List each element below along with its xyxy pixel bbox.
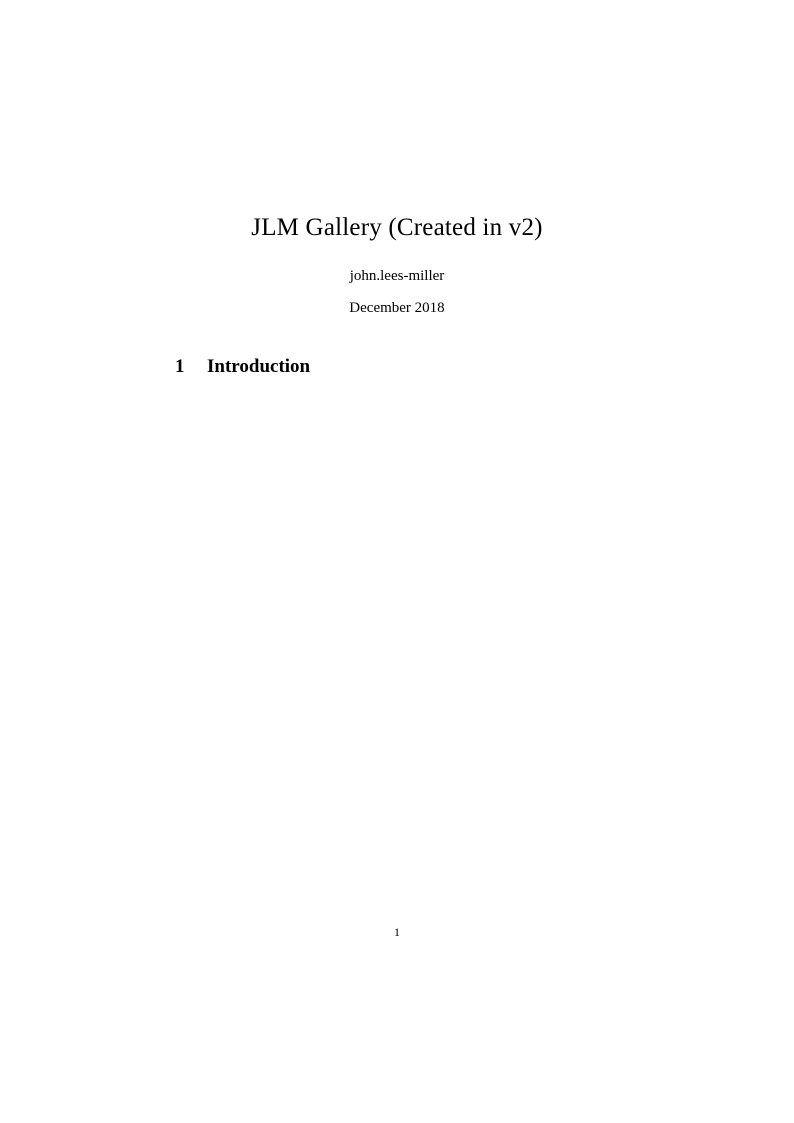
document-date: December 2018 xyxy=(349,300,445,316)
section-title: Introduction xyxy=(207,356,311,377)
section-number: 1 xyxy=(175,356,185,377)
section-heading-introduction xyxy=(0,317,794,378)
document-title: JLM Gallery (Created in v2) xyxy=(251,214,543,241)
page-number: 1 xyxy=(394,925,400,939)
document-body xyxy=(0,0,794,378)
document-author: john.lees-miller xyxy=(349,268,445,284)
